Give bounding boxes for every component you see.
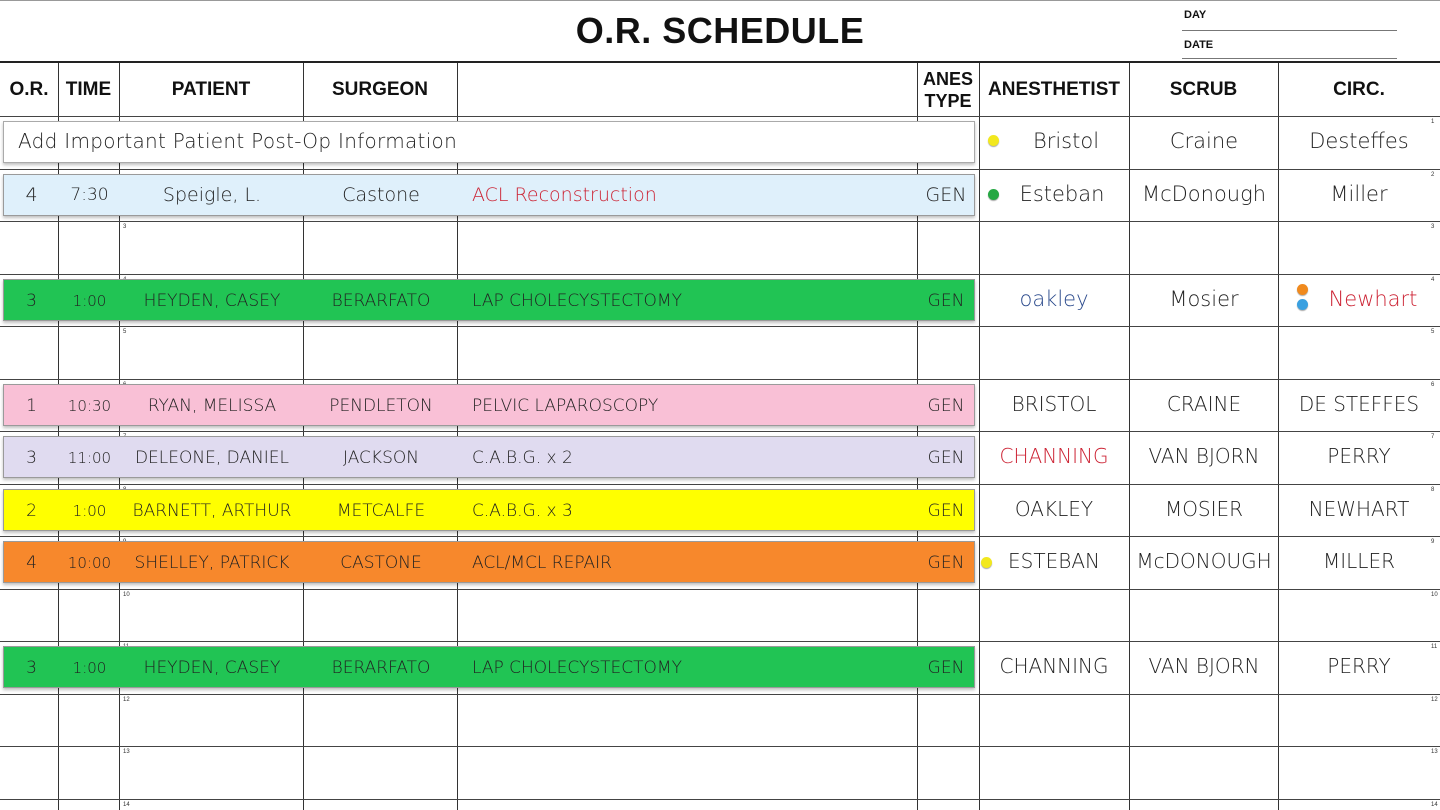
row-divider <box>0 221 1440 222</box>
staff-scrub-name[interactable]: VAN BJORN <box>1148 444 1260 468</box>
row-number-left: 12 <box>123 697 130 703</box>
column-header-patient: PATIENT <box>171 78 251 100</box>
case-procedure: PELVIC LAPAROSCOPY <box>472 395 659 416</box>
top-border <box>0 0 1440 1</box>
case-time: 10:30 <box>67 396 112 415</box>
case-surgeon: CASTONE <box>340 553 422 573</box>
row-divider <box>0 641 1440 642</box>
case-anes-type: GEN <box>927 448 965 468</box>
day-label: DAY <box>1184 9 1207 21</box>
post-op-info-text: Add Important Patient Post-Op Information <box>18 129 458 153</box>
case-procedure: C.A.B.G. x 3 <box>472 500 573 521</box>
staff-scrub-name[interactable]: CRAINE <box>1166 391 1242 416</box>
case-or-number: 1 <box>26 395 37 416</box>
column-header-scrub: SCRUB <box>1169 78 1238 100</box>
staff-anesthetist-name[interactable]: CHANNING <box>999 444 1109 468</box>
case-or-number: 3 <box>26 658 37 678</box>
staff-circ-name[interactable]: DE STEFFES <box>1298 391 1420 416</box>
magnet-dot-icon[interactable] <box>988 135 999 146</box>
row-number-right: 4 <box>1431 277 1435 283</box>
row-number-right: 10 <box>1431 592 1438 598</box>
case-procedure: LAP CHOLECYSTECTOMY <box>472 658 682 678</box>
row-number-right: 8 <box>1431 487 1435 493</box>
case-or-number: 3 <box>26 448 37 468</box>
row-number-left: 14 <box>123 802 130 808</box>
row-number-right: 12 <box>1431 697 1438 703</box>
row-divider <box>0 169 1440 170</box>
staff-circ-name[interactable]: Desteffes <box>1309 129 1409 153</box>
row-number-right: 9 <box>1431 539 1435 545</box>
staff-circ-name[interactable]: MILLER <box>1323 549 1395 573</box>
row-number-right: 2 <box>1431 172 1435 178</box>
case-patient: BARNETT, ARTHUR <box>132 500 292 521</box>
staff-circ-name[interactable]: NEWHART <box>1308 496 1410 521</box>
column-divider <box>1129 63 1130 810</box>
staff-circ-name[interactable]: PERRY <box>1327 654 1391 678</box>
staff-circ-name[interactable]: Newhart <box>1328 286 1418 311</box>
staff-anesthetist-name[interactable]: CHANNING <box>999 654 1109 678</box>
row-number-right: 6 <box>1431 382 1435 388</box>
staff-circ-name[interactable]: Miller <box>1330 181 1388 206</box>
column-header-anes-type: ANES TYPE <box>922 68 973 111</box>
case-surgeon: BERARFATO <box>331 658 431 678</box>
case-strip[interactable] <box>3 436 975 478</box>
column-header-procedure <box>457 63 917 116</box>
case-patient: RYAN, MELISSA <box>147 395 277 416</box>
case-strip[interactable] <box>3 646 975 688</box>
case-anes-type: GEN <box>927 395 965 416</box>
case-anes-type: GEN <box>927 500 965 521</box>
column-header-time: TIME <box>65 78 112 100</box>
column-header-surgeon: SURGEON <box>331 78 429 100</box>
case-or-number: 4 <box>25 183 38 206</box>
case-strip[interactable] <box>3 489 975 531</box>
case-surgeon: METCALFE <box>336 500 426 521</box>
staff-scrub-name[interactable]: MOSIER <box>1164 496 1244 521</box>
date-field-line[interactable] <box>1182 58 1397 59</box>
row-divider <box>0 274 1440 275</box>
case-procedure: LAP CHOLECYSTECTOMY <box>472 290 682 311</box>
row-divider <box>0 746 1440 747</box>
case-or-number: 4 <box>26 553 37 573</box>
row-number-right: 5 <box>1431 329 1435 335</box>
column-header-circ: CIRC. <box>1333 78 1385 100</box>
row-number-right: 11 <box>1431 644 1438 650</box>
board-title: O.R. SCHEDULE <box>575 10 865 51</box>
case-anes-type: GEN <box>927 658 965 678</box>
staff-scrub-name[interactable]: McDonough <box>1141 181 1267 206</box>
case-strip[interactable] <box>3 279 975 321</box>
case-anes-type: GEN <box>927 553 965 573</box>
row-divider <box>0 589 1440 590</box>
row-number-left: 3 <box>123 224 127 230</box>
case-time: 1:00 <box>72 501 107 520</box>
magnet-dot-icon[interactable] <box>981 557 992 568</box>
row-divider <box>0 484 1440 485</box>
row-number-left: 5 <box>123 329 127 335</box>
case-anes-type: GEN <box>925 183 967 206</box>
case-strip[interactable] <box>3 384 975 426</box>
row-divider <box>0 326 1440 327</box>
case-procedure: C.A.B.G. x 2 <box>472 448 573 468</box>
staff-anesthetist-name[interactable]: oakley <box>1019 286 1089 311</box>
row-number-left: 10 <box>123 592 130 598</box>
magnet-dot-icon[interactable] <box>1297 284 1308 295</box>
row-divider <box>0 431 1440 432</box>
column-divider <box>979 63 980 810</box>
case-time: 10:00 <box>67 554 112 572</box>
row-number-right: 7 <box>1431 434 1435 440</box>
case-time: 7:30 <box>70 184 109 205</box>
case-procedure: ACL Reconstruction <box>472 183 657 206</box>
post-op-info-strip[interactable] <box>3 121 975 163</box>
row-number-right: 13 <box>1431 749 1438 755</box>
staff-anesthetist-name[interactable]: Esteban <box>1019 181 1105 206</box>
date-label: DATE <box>1184 39 1214 51</box>
column-header-anesthetist: ANESTHETIST <box>988 78 1120 100</box>
staff-anesthetist-name[interactable]: ESTEBAN <box>1008 549 1100 573</box>
magnet-dot-icon[interactable] <box>988 189 999 200</box>
case-surgeon: Castone <box>342 183 420 206</box>
staff-anesthetist-name[interactable]: BRISTOL <box>1011 391 1097 416</box>
case-time: 1:00 <box>72 659 107 677</box>
magnet-dot-icon[interactable] <box>1297 299 1308 310</box>
day-field-line[interactable] <box>1182 30 1397 31</box>
row-divider <box>0 116 1440 117</box>
case-patient: HEYDEN, CASEY <box>143 658 281 678</box>
case-anes-type: GEN <box>927 290 965 311</box>
case-strip[interactable] <box>3 174 975 216</box>
case-time: 11:00 <box>67 449 112 467</box>
staff-scrub-name[interactable]: McDONOUGH <box>1136 549 1272 573</box>
case-or-number: 2 <box>26 500 37 521</box>
case-surgeon: BERARFATO <box>331 290 431 311</box>
staff-anesthetist-name[interactable]: Bristol <box>1032 129 1100 153</box>
case-patient: Speigle, L. <box>162 183 262 206</box>
case-strip[interactable] <box>3 541 975 583</box>
case-patient: SHELLEY, PATRICK <box>134 553 290 573</box>
staff-scrub-name[interactable]: Craine <box>1169 129 1239 153</box>
column-header-or: O.R. <box>9 78 49 100</box>
case-surgeon: JACKSON <box>343 448 419 468</box>
row-divider <box>0 536 1440 537</box>
case-patient: HEYDEN, CASEY <box>143 290 281 311</box>
row-divider <box>0 379 1440 380</box>
staff-circ-name[interactable]: PERRY <box>1327 444 1391 468</box>
staff-anesthetist-name[interactable]: OAKLEY <box>1014 496 1094 521</box>
row-number-right: 3 <box>1431 224 1435 230</box>
column-divider <box>1278 63 1279 810</box>
row-divider <box>0 694 1440 695</box>
case-procedure: ACL/MCL REPAIR <box>472 553 612 573</box>
case-or-number: 3 <box>26 290 37 311</box>
row-number-right: 14 <box>1431 802 1438 808</box>
row-number-left: 13 <box>123 749 130 755</box>
case-time: 1:00 <box>72 291 107 310</box>
staff-scrub-name[interactable]: VAN BJORN <box>1148 654 1260 678</box>
row-number-right: 1 <box>1431 119 1435 125</box>
case-surgeon: PENDLETON <box>329 395 433 416</box>
staff-scrub-name[interactable]: Mosier <box>1169 286 1239 311</box>
case-patient: DELEONE, DANIEL <box>134 448 290 468</box>
row-divider <box>0 799 1440 800</box>
